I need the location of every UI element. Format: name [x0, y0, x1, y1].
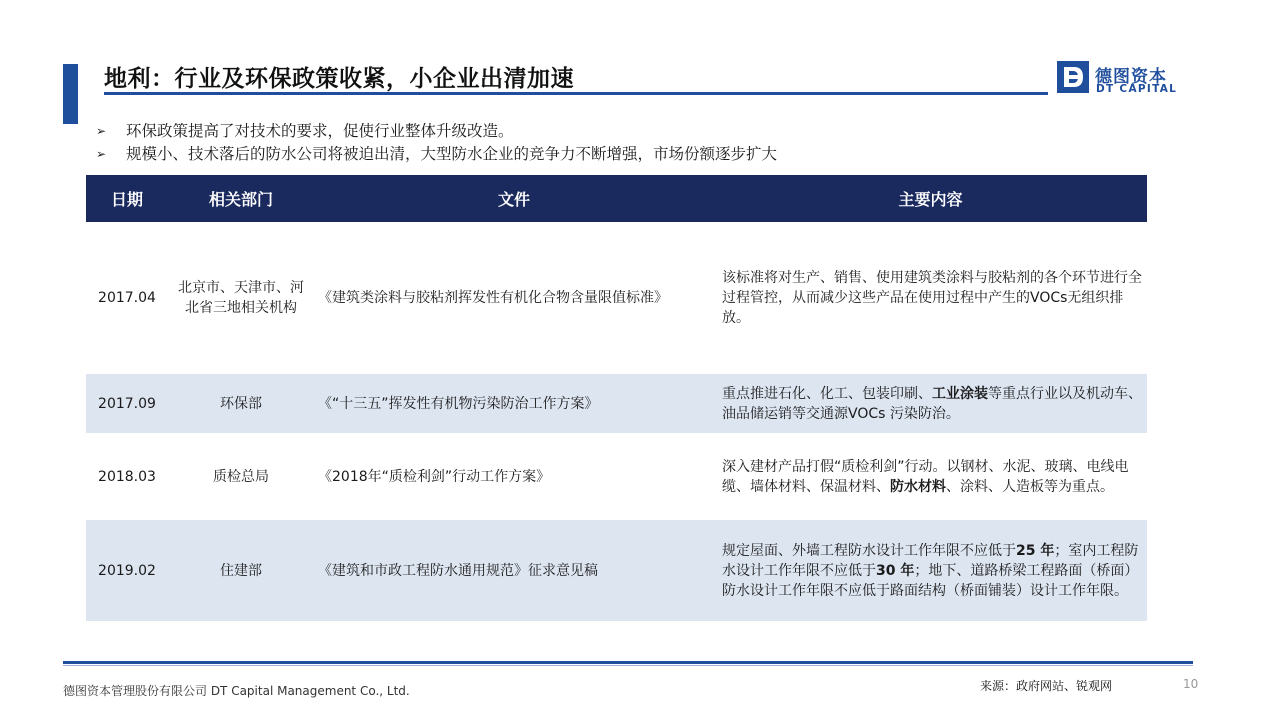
- cell-document: 《建筑类涂料与胶粘剂挥发性有机化合物含量限值标准》: [318, 290, 668, 306]
- policy-table: [86, 175, 1147, 621]
- footer-company-name: 德图资本管理股份有限公司 DT Capital Management Co., Ltd.: [63, 684, 410, 698]
- cell-date: 2017.09: [86, 374, 168, 433]
- table-row: [86, 520, 1147, 621]
- content-text: 重点推进石化、化工、包装印刷、: [722, 385, 932, 402]
- content-text: ；地下、道路桥梁工程路面（桥面）防水设计工作年限不应低于路面结构（桥面铺装）设计工作年限。: [722, 562, 1139, 599]
- cell-content: [714, 374, 1147, 433]
- footer-divider-thin: [63, 665, 1193, 666]
- cell-department: 质检总局: [213, 468, 269, 485]
- title-underline: [104, 92, 1048, 95]
- arrow-bullet-icon: ➢: [96, 147, 107, 161]
- cell-content: 该标准将对生产、销售、使用建筑类涂料与胶粘剂的各个环节进行全过程管控，从而减少这些产品在使用过程中产生的VOCs无组织排放。: [722, 270, 1142, 326]
- cell-date: 2019.02: [86, 520, 168, 621]
- content-text: 等重点行业以及机动车、油品储运销等交通源VOCs 污染防治。: [722, 385, 1142, 422]
- column-header-document: 文件: [314, 175, 714, 222]
- table-row: [86, 433, 1147, 520]
- title-accent-bar: [63, 64, 78, 124]
- cell-department: 北京市、天津市、河北省三地相关机构: [178, 280, 304, 316]
- page-title: 地利：行业及环保政策收紧，小企业出清加速: [104, 66, 574, 92]
- column-header-department: 相关部门: [168, 175, 314, 222]
- content-highlight: 工业涂装: [932, 385, 988, 402]
- bullet-text: 环保政策提高了对技术的要求，促使行业整体升级改造。: [126, 122, 514, 140]
- cell-date: 2017.04: [98, 290, 156, 306]
- dt-logo-icon: [1057, 61, 1089, 93]
- cell-department: 环保部: [168, 374, 314, 433]
- page-number: 10: [1183, 677, 1199, 691]
- arrow-bullet-icon: ➢: [96, 124, 107, 138]
- content-text: 深入建材产品打假“质检利剑”行动。以钢材、水泥、玻璃、电线电缆、墙体材料、保温材料、: [722, 458, 1129, 495]
- bullet-list: [96, 120, 777, 166]
- content-highlight: 25 年: [1016, 542, 1055, 559]
- column-header-content: 主要内容: [714, 175, 1147, 222]
- source-note: 来源：政府网站、锐观网: [980, 679, 1113, 693]
- bullet-text: 规模小、技术落后的防水公司将被迫出清，大型防水企业的竞争力不断增强，市场份额逐步扩大: [126, 145, 778, 163]
- cell-content: [714, 433, 1147, 520]
- bullet-item: [96, 143, 777, 166]
- logo-text-cn: 德图资本: [1095, 67, 1167, 87]
- cell-document: 《建筑和市政工程防水通用规范》征求意见稿: [314, 520, 714, 621]
- content-text: 、涂料、人造板等为重点。: [946, 478, 1114, 495]
- cell-content: [714, 520, 1147, 621]
- cell-document: 《“十三五”挥发性有机物污染防治工作方案》: [314, 374, 714, 433]
- logo-text-en: DT CAPITAL: [1096, 83, 1178, 95]
- cell-document: 《2018年“质检利剑”行动工作方案》: [318, 468, 551, 485]
- table-header-row: [86, 175, 1147, 222]
- company-logo: [1057, 61, 1187, 97]
- footer-divider: [63, 661, 1193, 664]
- content-highlight: 30 年: [876, 562, 915, 579]
- table-row: [86, 222, 1147, 374]
- cell-department: 住建部: [168, 520, 314, 621]
- content-text: 规定屋面、外墙工程防水设计工作年限不应低于: [722, 542, 1016, 559]
- table-row: [86, 374, 1147, 433]
- content-highlight: 防水材料: [890, 478, 946, 495]
- column-header-date: 日期: [86, 175, 168, 222]
- bullet-item: [96, 120, 777, 143]
- content-text: ；室内工程防水设计工作年限不应低于: [722, 542, 1139, 579]
- cell-date: 2018.03: [98, 468, 156, 485]
